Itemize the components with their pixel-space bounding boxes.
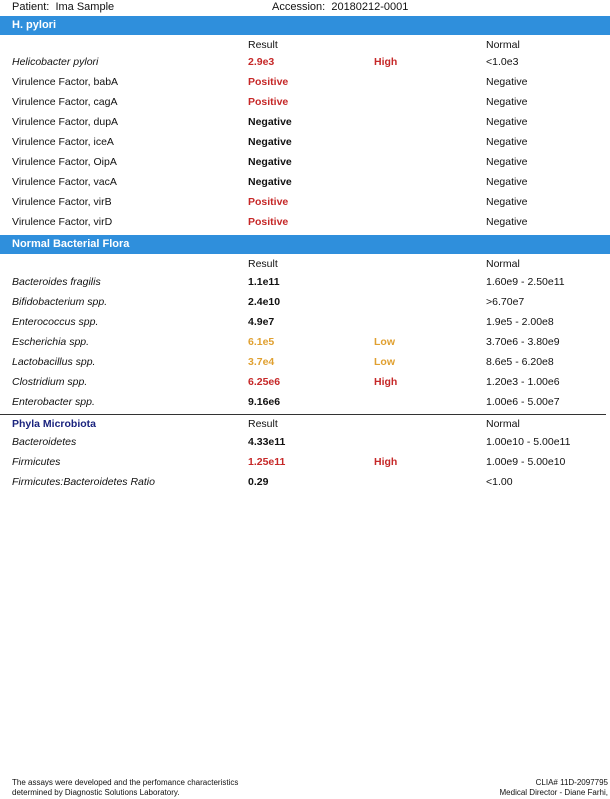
result-value: 2.9e3: [248, 56, 275, 68]
analyte-name: Virulence Factor, vacA: [12, 176, 117, 188]
section-title-phyla: Phyla Microbiota: [12, 418, 97, 430]
normal-range: <1.00: [486, 476, 513, 488]
table-row: [0, 432, 610, 452]
analyte-name: Lactobacillus spp.: [12, 356, 96, 368]
analyte-name: Virulence Factor, virD: [12, 216, 113, 228]
flag-value: High: [374, 376, 398, 388]
normal-range: 1.00e6 - 5.00e7: [486, 396, 560, 408]
normal-range: 1.00e9 - 5.00e10: [486, 456, 566, 468]
result-value: Negative: [248, 136, 292, 148]
col-result-label: Result: [248, 418, 278, 430]
normal-range: Negative: [486, 96, 528, 108]
normal-range: >6.70e7: [486, 296, 525, 308]
analyte-name: Helicobacter pylori: [12, 56, 99, 68]
analyte-name: Virulence Factor, iceA: [12, 136, 114, 148]
result-value: Positive: [248, 196, 289, 208]
patient-name: Ima Sample: [55, 1, 115, 13]
normal-range: Negative: [486, 136, 528, 148]
normal-range: <1.0e3: [486, 56, 519, 68]
table-row: [0, 152, 610, 172]
medical-director: Medical Director - Diane Farhi,: [499, 788, 608, 797]
normal-range: 1.60e9 - 2.50e11: [486, 276, 565, 288]
col-result-label: Result: [248, 258, 278, 270]
analyte-name: Bacteroides fragilis: [12, 276, 101, 288]
table-row: [0, 472, 610, 492]
analyte-name: Virulence Factor, babA: [12, 76, 119, 88]
patient-label: Patient:: [12, 1, 50, 13]
normal-range: 8.6e5 - 6.20e8: [486, 356, 554, 368]
result-value: 6.25e6: [248, 376, 281, 388]
footer-lab-info: [500, 778, 608, 798]
report-header: [0, 0, 610, 15]
clia-number: CLIA# 11D-2097795: [535, 778, 608, 787]
table-row: [0, 452, 610, 472]
col-result-label: Result: [248, 39, 278, 51]
normal-range: Negative: [486, 76, 528, 88]
table-row: [0, 72, 610, 92]
result-value: 1.25e11: [248, 456, 286, 468]
analyte-name: Virulence Factor, cagA: [12, 96, 118, 108]
analyte-name: Enterococcus spp.: [12, 316, 99, 328]
flag-value: High: [374, 56, 398, 68]
normal-range: 3.70e6 - 3.80e9: [486, 336, 560, 348]
footer-disclaimer: [12, 778, 238, 798]
normal-range: Negative: [486, 216, 528, 228]
table-row: [0, 132, 610, 152]
result-value: 3.7e4: [248, 356, 275, 368]
table-row: [0, 372, 610, 392]
analyte-name: Bacteroidetes: [12, 436, 77, 448]
normal-range: Negative: [486, 156, 528, 168]
analyte-name: Virulence Factor, virB: [12, 196, 112, 208]
section-band-flora: Normal Bacterial Flora: [0, 235, 610, 254]
table-row: [0, 352, 610, 372]
patient-info: [12, 0, 114, 15]
normal-range: Negative: [486, 196, 528, 208]
table-row: [0, 212, 610, 232]
result-value: 4.9e7: [248, 316, 275, 328]
result-value: Positive: [248, 96, 289, 108]
section-band-hpylori: H. pylori: [0, 16, 610, 35]
table-row: [0, 332, 610, 352]
accession-value: 20180212-0001: [331, 1, 409, 13]
footer-line: The assays were developed and the perfomance characteristics: [12, 778, 239, 787]
result-value: Positive: [248, 76, 289, 88]
flag-value: High: [374, 456, 398, 468]
footer-line: determined by Diagnostic Solutions Laboratory.: [12, 788, 180, 797]
table-row: [0, 272, 610, 292]
result-value: 1.1e11: [248, 276, 280, 288]
accession-label: Accession:: [272, 1, 326, 13]
col-normal-label: Normal: [486, 39, 520, 51]
analyte-name: Virulence Factor, dupA: [12, 116, 119, 128]
normal-range: Negative: [486, 116, 528, 128]
column-header-row: [0, 254, 610, 274]
result-value: Negative: [248, 116, 292, 128]
table-row: [0, 312, 610, 332]
analyte-name: Escherichia spp.: [12, 336, 90, 348]
analyte-name: Virulence Factor, OipA: [12, 156, 117, 168]
analyte-name: Enterobacter spp.: [12, 396, 95, 408]
table-row: [0, 192, 610, 212]
analyte-name: Bifidobacterium spp.: [12, 296, 108, 308]
result-value: 6.1e5: [248, 336, 275, 348]
table-row: [0, 392, 610, 412]
normal-range: Negative: [486, 176, 528, 188]
normal-range: 1.20e3 - 1.00e6: [486, 376, 560, 388]
flag-value: Low: [374, 336, 395, 348]
col-normal-label: Normal: [486, 258, 520, 270]
result-value: 0.29: [248, 476, 269, 488]
flag-value: Low: [374, 356, 395, 368]
result-value: 2.4e10: [248, 296, 281, 308]
result-value: Negative: [248, 176, 292, 188]
normal-range: 1.9e5 - 2.00e8: [486, 316, 554, 328]
table-row: [0, 112, 610, 132]
analyte-name: Clostridium spp.: [12, 376, 88, 388]
table-row: [0, 172, 610, 192]
accession-info: [272, 0, 408, 15]
result-value: 9.16e6: [248, 396, 281, 408]
column-header-row: [0, 414, 610, 434]
analyte-name: Firmicutes: [12, 456, 61, 468]
analyte-name: Firmicutes:Bacteroidetes Ratio: [12, 476, 155, 488]
table-row: [0, 292, 610, 312]
result-value: Positive: [248, 216, 289, 228]
result-value: 4.33e11: [248, 436, 286, 448]
normal-range: 1.00e10 - 5.00e11: [486, 436, 571, 448]
table-row: [0, 52, 610, 72]
table-row: [0, 92, 610, 112]
col-normal-label: Normal: [486, 418, 520, 430]
result-value: Negative: [248, 156, 292, 168]
